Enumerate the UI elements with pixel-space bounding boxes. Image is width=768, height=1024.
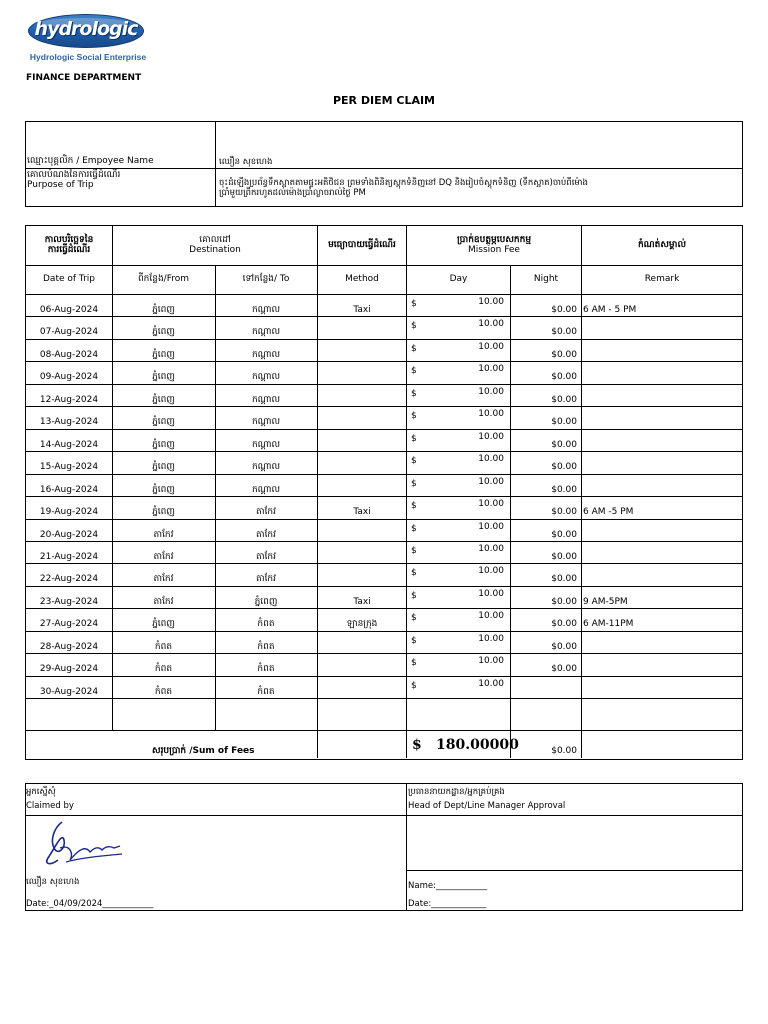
cell-day-currency: $ (411, 456, 417, 467)
cell-night: $0.00 (551, 417, 577, 428)
cell-from: ភ្នំពេញ (152, 305, 175, 315)
cell-method: Taxi (353, 507, 371, 518)
cell-from: ភ្នំពេញ (152, 484, 175, 495)
cell-from: កំពត (154, 686, 173, 697)
table-rule (26, 586, 742, 587)
cell-date: 16-Aug-2024 (39, 484, 99, 495)
cell-to: កំពត (257, 641, 275, 652)
purpose-label-km: គោលបំណងនៃការធ្វើដំណើរ (27, 170, 121, 180)
cell-day: 10.00 (478, 297, 504, 307)
cell-to: កណ្តាល (251, 394, 281, 405)
approver-date: Date:_____________ (408, 899, 487, 909)
table-rule (26, 519, 742, 520)
claimed-by-km: អ្នកស្នើសុំ (26, 787, 56, 797)
cell-remark: 6 AM - 5 PM (583, 305, 637, 315)
cell-method: Taxi (353, 305, 371, 315)
cell-method: Taxi (353, 596, 371, 607)
cell-from: តាកែវ (153, 551, 174, 562)
cell-day-currency: $ (411, 501, 417, 512)
approver-name: Name:____________ (408, 881, 487, 891)
logo-wordmark: hydrologic (34, 18, 138, 40)
cell-to: កណ្តាល (251, 327, 281, 338)
logo-tagline: Hydrologic Social Enterprise (29, 52, 147, 62)
cell-night: $0.00 (551, 484, 577, 495)
cell-day: 10.00 (478, 476, 504, 487)
cell-day-currency: $ (411, 366, 417, 377)
cell-remark: 9 AM-5PM (583, 596, 628, 607)
cell-day-currency: $ (411, 478, 417, 489)
cell-night: $0.00 (551, 664, 577, 675)
table-rule (26, 676, 742, 677)
cell-day-currency: $ (411, 388, 417, 399)
company-logo (28, 14, 146, 64)
table-rule (112, 226, 113, 730)
cell-day: 10.00 (478, 364, 504, 375)
cell-to: តាកែវ (256, 507, 276, 518)
cell-date: 20-Aug-2024 (39, 529, 99, 540)
cell-to: កណ្តាល (251, 349, 281, 360)
table-rule (26, 608, 742, 609)
cell-to: កណ្តាល (251, 417, 281, 428)
table-rule (26, 698, 742, 699)
cell-to: តាកែវ (256, 574, 276, 585)
header-method-km: មធ្យោបាយធ្វើដំណើរ (328, 240, 396, 250)
signoff-box (25, 783, 743, 911)
cell-from: តាកែវ (153, 596, 174, 607)
table-rule (26, 406, 742, 407)
cell-from: កំពត (154, 664, 173, 675)
cell-night: $0.00 (551, 394, 577, 405)
cell-day: 10.00 (478, 521, 504, 532)
cell-from: តាកែវ (153, 529, 174, 540)
subheader-to: ទៅកន្លែង/ To (242, 274, 290, 284)
table-rule (26, 653, 742, 654)
cell-day-currency: $ (411, 635, 417, 646)
cell-from: ភ្នំពេញ (152, 462, 175, 473)
cell-from: កំពត (154, 641, 173, 652)
cell-date: 28-Aug-2024 (39, 641, 99, 652)
purpose-value-line2: ប្រាំមួយព្រឹករហូតដល់ម៉ោងប្រាំល្ងាចរាល់ថ្ងៃ PM (219, 188, 366, 198)
table-rule (26, 361, 742, 362)
form-title: PER DIEM CLAIM (332, 94, 436, 107)
cell-day: 10.00 (478, 611, 504, 622)
table-rule (26, 339, 742, 340)
cell-night: $0.00 (551, 462, 577, 473)
cell-day: 10.00 (478, 656, 504, 667)
subheader-remark: Remark (644, 274, 680, 284)
cell-day-currency: $ (411, 568, 417, 579)
cell-from: ភ្នំពេញ (152, 439, 175, 450)
cell-from: ភ្នំពេញ (152, 619, 175, 630)
purpose-value-line1: ចុះដំឡើងប្រព័ន្ធទឹកស្អាតតាមផ្ទះអតិថិជន ព្រមទាំងពិនិត្យស្តុកទំនិញនៅ DQ និងរៀបចំស្តុកទំនិញ (ទឹកស្អាត)ចាប់ពីម៉ោង (219, 178, 588, 188)
table-rule (26, 294, 742, 295)
cell-from: ភ្នំពេញ (152, 417, 175, 428)
cell-remark: 6 AM-11PM (583, 619, 634, 630)
table-rule (26, 541, 742, 542)
table-rule (26, 384, 742, 385)
cell-method: ឡានក្រុង (346, 619, 378, 630)
cell-from: ភ្នំពេញ (152, 394, 175, 405)
cell-day: 10.00 (478, 588, 504, 599)
claimant-name: ឈឿន សុខហេង (26, 877, 80, 887)
subheader-method: Method (345, 274, 379, 284)
department-label: FINANCE DEPARTMENT (26, 73, 142, 83)
cell-night: $0.00 (551, 574, 577, 585)
header-date-km-2: ការធ្វើដំណើរ (47, 245, 91, 255)
cell-from: ភ្នំពេញ (152, 507, 175, 518)
cell-date: 13-Aug-2024 (39, 417, 99, 428)
cell-to: កណ្តាល (251, 462, 281, 473)
claimant-signature (40, 818, 130, 870)
cell-day: 10.00 (478, 341, 504, 352)
cell-day: 10.00 (478, 431, 504, 442)
cell-day-currency: $ (411, 590, 417, 601)
subheader-from: ពីកន្លែង/From (137, 274, 190, 284)
cell-night: $0.00 (551, 439, 577, 450)
cell-date: 09-Aug-2024 (39, 372, 99, 383)
cell-date: 14-Aug-2024 (39, 439, 99, 450)
employee-name-label: ឈ្មោះបុគ្គលិក / Empoyee Name (27, 156, 154, 166)
cell-night: $0.00 (551, 551, 577, 562)
table-rule (26, 563, 742, 564)
header-destination-en: Destination (189, 245, 241, 255)
cell-day-currency: $ (411, 343, 417, 354)
cell-day: 10.00 (478, 386, 504, 397)
header-fee-km: ប្រាក់ឧបត្ថម្ភបេសកកម្ម (456, 235, 532, 245)
cell-to: កំពត (257, 664, 275, 675)
subheader-night: Night (533, 274, 559, 284)
cell-night: $0.00 (551, 596, 577, 607)
header-date-km: កាលបរិច្ឆេទនៃ (44, 235, 94, 245)
cell-day: 10.00 (478, 678, 504, 689)
cell-date: 29-Aug-2024 (39, 664, 99, 675)
cell-night: $0.00 (551, 507, 577, 518)
cell-day: 10.00 (478, 319, 504, 330)
cell-day-currency: $ (411, 321, 417, 332)
cell-from: ភ្នំពេញ (152, 349, 175, 360)
claimed-by-en: Claimed by (26, 801, 74, 811)
subheader-day: Day (449, 274, 468, 284)
cell-date: 19-Aug-2024 (39, 507, 99, 518)
table-rule (26, 631, 742, 632)
header-remark-km: កំណត់សម្គាល់ (637, 240, 687, 250)
cell-day: 10.00 (478, 409, 504, 420)
table-rule (26, 730, 742, 731)
cell-day-currency: $ (411, 658, 417, 669)
cell-to: តាកែវ (256, 529, 276, 540)
cell-from: ភ្នំពេញ (152, 327, 175, 338)
cell-day-currency: $ (411, 433, 417, 444)
cell-day-currency: $ (411, 545, 417, 556)
cell-to: កណ្តាល (251, 484, 281, 495)
cell-to: កំពត (257, 686, 275, 697)
cell-day-currency: $ (411, 680, 417, 691)
cell-date: 08-Aug-2024 (39, 349, 99, 360)
cell-to: តាកែវ (256, 551, 276, 562)
claimant-date: Date:_04/09/2024____________ (26, 899, 154, 909)
cell-day-currency: $ (411, 299, 417, 309)
cell-night: $0.00 (551, 349, 577, 360)
sum-day-currency: $ (412, 737, 422, 753)
header-destination-km: គោលដៅ (199, 235, 231, 245)
table-rule (26, 265, 742, 266)
cell-date: 06-Aug-2024 (39, 305, 99, 315)
subheader-date: Date of Trip (43, 274, 95, 284)
cell-date: 07-Aug-2024 (39, 327, 99, 338)
cell-date: 15-Aug-2024 (39, 462, 99, 473)
approval-km: ប្រធាននាយកដ្ឋាន/អ្នកគ្រប់គ្រង (408, 787, 505, 797)
cell-date: 12-Aug-2024 (39, 394, 99, 405)
cell-day: 10.00 (478, 454, 504, 465)
cell-from: តាកែវ (153, 574, 174, 585)
cell-night: $0.00 (551, 619, 577, 630)
purpose-label-en: Purpose of Trip (27, 180, 94, 190)
cell-date: 21-Aug-2024 (39, 551, 99, 562)
cell-night: $0.00 (551, 372, 577, 383)
approval-en: Head of Dept/Line Manager Approval (408, 801, 566, 811)
cell-night: $0.00 (551, 641, 577, 652)
table-rule (581, 226, 582, 758)
cell-day: 10.00 (478, 566, 504, 577)
sum-day-value: 180.00000 (436, 737, 519, 753)
header-fee-en: Mission Fee (468, 245, 520, 255)
cell-to: កណ្តាល (251, 372, 281, 383)
sum-label: សរុបប្រាក់ /Sum of Fees (152, 746, 255, 756)
table-rule (26, 316, 742, 317)
table-rule (26, 496, 742, 497)
cell-day: 10.00 (478, 633, 504, 644)
cell-day: 10.00 (478, 499, 504, 510)
cell-night: $0.00 (551, 305, 577, 315)
cell-day-currency: $ (411, 523, 417, 534)
cell-day-currency: $ (411, 613, 417, 624)
cell-day-currency: $ (411, 411, 417, 422)
cell-day: 10.00 (478, 543, 504, 554)
cell-date: 22-Aug-2024 (39, 574, 99, 585)
cell-to: កំពត (257, 619, 275, 630)
cell-remark: 6 AM -5 PM (583, 507, 634, 518)
cell-to: ភ្នំពេញ (254, 596, 278, 607)
table-rule (406, 226, 407, 758)
sum-night-value: $0.00 (551, 746, 577, 756)
cell-to: កណ្តាល (251, 305, 281, 315)
table-rule (26, 429, 742, 430)
cell-to: កណ្តាល (251, 439, 281, 450)
employee-name-value: ឈឿន សុខហេង (219, 157, 273, 167)
cell-date: 27-Aug-2024 (39, 619, 99, 630)
cell-night: $0.00 (551, 327, 577, 338)
cell-night: $0.00 (551, 529, 577, 540)
cell-from: ភ្នំពេញ (152, 372, 175, 383)
table-rule (26, 474, 742, 475)
cell-date: 23-Aug-2024 (39, 596, 99, 607)
table-rule (26, 451, 742, 452)
cell-date: 30-Aug-2024 (39, 686, 99, 697)
